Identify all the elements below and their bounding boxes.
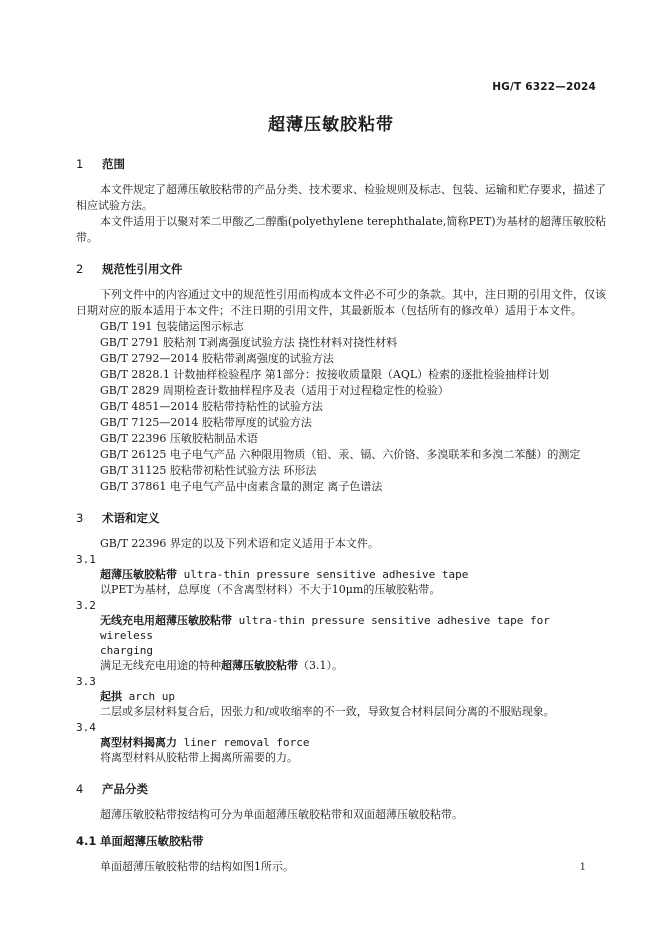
section-number: 2 bbox=[76, 262, 84, 276]
subsection-title: 单面超薄压敏胶粘带 bbox=[100, 834, 204, 848]
term-name bbox=[76, 613, 606, 643]
reference-item: GB/T 191 包装储运图示标志 bbox=[100, 320, 244, 333]
subsection-number: 4.1 bbox=[76, 834, 97, 848]
term-name-en: arch up bbox=[128, 690, 175, 703]
term-name-zh: 离型材料揭离力 bbox=[100, 736, 177, 749]
section-number: 3 bbox=[76, 511, 84, 525]
scope-paragraph-2: 本文件适用于以聚对苯二甲酸乙二醇酯(polyethylene terephthalate,简称PET)为基材的超薄压敏胶粘带。 bbox=[76, 215, 606, 244]
term-number: 3.4 bbox=[76, 721, 96, 734]
terms-intro: GB/T 22396 界定的以及下列术语和定义适用于本文件。 bbox=[100, 537, 379, 550]
term-name bbox=[76, 735, 606, 750]
reference-item: GB/T 37861 电子电气产品中卤素含量的测定 离子色谱法 bbox=[100, 480, 383, 493]
reference-item: GB/T 31125 胶粘带初粘性试验方法 环形法 bbox=[100, 464, 317, 477]
term-number: 3.3 bbox=[76, 675, 96, 688]
definition-text: 满足无线充电用途的特种 bbox=[100, 659, 221, 672]
term-name-zh: 无线充电用超薄压敏胶粘带 bbox=[100, 614, 232, 627]
reference-item: GB/T 2792—2014 胶粘带剥离强度的试验方法 bbox=[100, 352, 334, 365]
term-definition: 以PET为基材，总厚度（不含离型材料）不大于10μm的压敏胶粘带。 bbox=[100, 583, 441, 596]
section-2-heading bbox=[76, 260, 606, 278]
section-3-heading bbox=[76, 509, 606, 527]
term-name bbox=[76, 567, 606, 582]
section-title: 产品分类 bbox=[102, 782, 148, 796]
page-number: 1 bbox=[579, 862, 586, 873]
section-number: 1 bbox=[76, 157, 84, 171]
reference-item: GB/T 2791 胶粘剂 T剥离强度试验方法 挠性材料对挠性材料 bbox=[100, 336, 398, 349]
references-intro: 下列文件中的内容通过文中的规范性引用而构成本文件必不可少的条款。其中，注日期的引用文件，仅该日期对应的版本适用于本文件；不注日期的引用文件，其最新版本（包括所有的修改单）适用于本文件。 bbox=[76, 288, 606, 317]
subsection-4-1-heading bbox=[76, 832, 606, 850]
document-title: 超薄压敏胶粘带 bbox=[268, 115, 394, 135]
term-name-zh: 起拱 bbox=[100, 690, 122, 703]
reference-item: GB/T 2829 周期检查计数抽样程序及表（适用于对过程稳定性的检验） bbox=[100, 384, 449, 397]
reference-item: GB/T 7125—2014 胶粘带厚度的试验方法 bbox=[100, 416, 312, 429]
definition-text-end: （3.1）。 bbox=[298, 659, 343, 672]
term-name-continued bbox=[76, 643, 606, 658]
section-title: 范围 bbox=[102, 157, 125, 171]
reference-item: GB/T 26125 电子电气产品 六种限用物质（铅、汞、镉、六价铬、多溴联苯和多溴二苯醚）的测定 bbox=[100, 448, 581, 461]
term-name-en: liner removal force bbox=[183, 736, 310, 749]
section-title: 规范性引用文件 bbox=[102, 262, 183, 276]
classification-paragraph: 超薄压敏胶粘带按结构可分为单面超薄压敏胶粘带和双面超薄压敏胶粘带。 bbox=[100, 808, 463, 821]
definition-term-ref: 超薄压敏胶粘带 bbox=[221, 659, 298, 672]
document-body bbox=[76, 155, 606, 875]
term-name-en-continued: charging bbox=[100, 644, 153, 657]
section-4-heading bbox=[76, 780, 606, 798]
term-name-en: ultra-thin pressure sensitive adhesive tape bbox=[183, 568, 469, 581]
section-1-heading bbox=[76, 155, 606, 173]
reference-item: GB/T 4851—2014 胶粘带持粘性的试验方法 bbox=[100, 400, 323, 413]
term-definition: 二层或多层材料复合后，因张力和/或收缩率的不一致，导致复合材料层间分离的不服贴现象。 bbox=[100, 705, 555, 718]
scope-paragraph-1: 本文件规定了超薄压敏胶粘带的产品分类、技术要求、检验规则及标志、包装、运输和贮存要求，描述了相应试验方法。 bbox=[76, 183, 606, 212]
subsection-paragraph: 单面超薄压敏胶粘带的结构如图1所示。 bbox=[100, 860, 294, 873]
term-number: 3.1 bbox=[76, 553, 96, 566]
term-definition bbox=[76, 658, 606, 674]
standard-code: HG/T 6322—2024 bbox=[492, 81, 596, 93]
reference-item: GB/T 22396 压敏胶粘制品术语 bbox=[100, 432, 258, 445]
reference-item: GB/T 2828.1 计数抽样检验程序 第1部分：按接收质量限（AQL）检索的逐批检验抽样计划 bbox=[100, 368, 550, 381]
term-number: 3.2 bbox=[76, 599, 96, 612]
section-title: 术语和定义 bbox=[102, 511, 160, 525]
section-number: 4 bbox=[76, 782, 84, 796]
term-definition: 将离型材料从胶粘带上揭离所需要的力。 bbox=[100, 751, 298, 764]
term-name-en: ultra-thin pressure sensitive adhesive tape for wireless bbox=[100, 614, 550, 642]
term-name-zh: 超薄压敏胶粘带 bbox=[100, 568, 177, 581]
term-name bbox=[76, 689, 606, 704]
